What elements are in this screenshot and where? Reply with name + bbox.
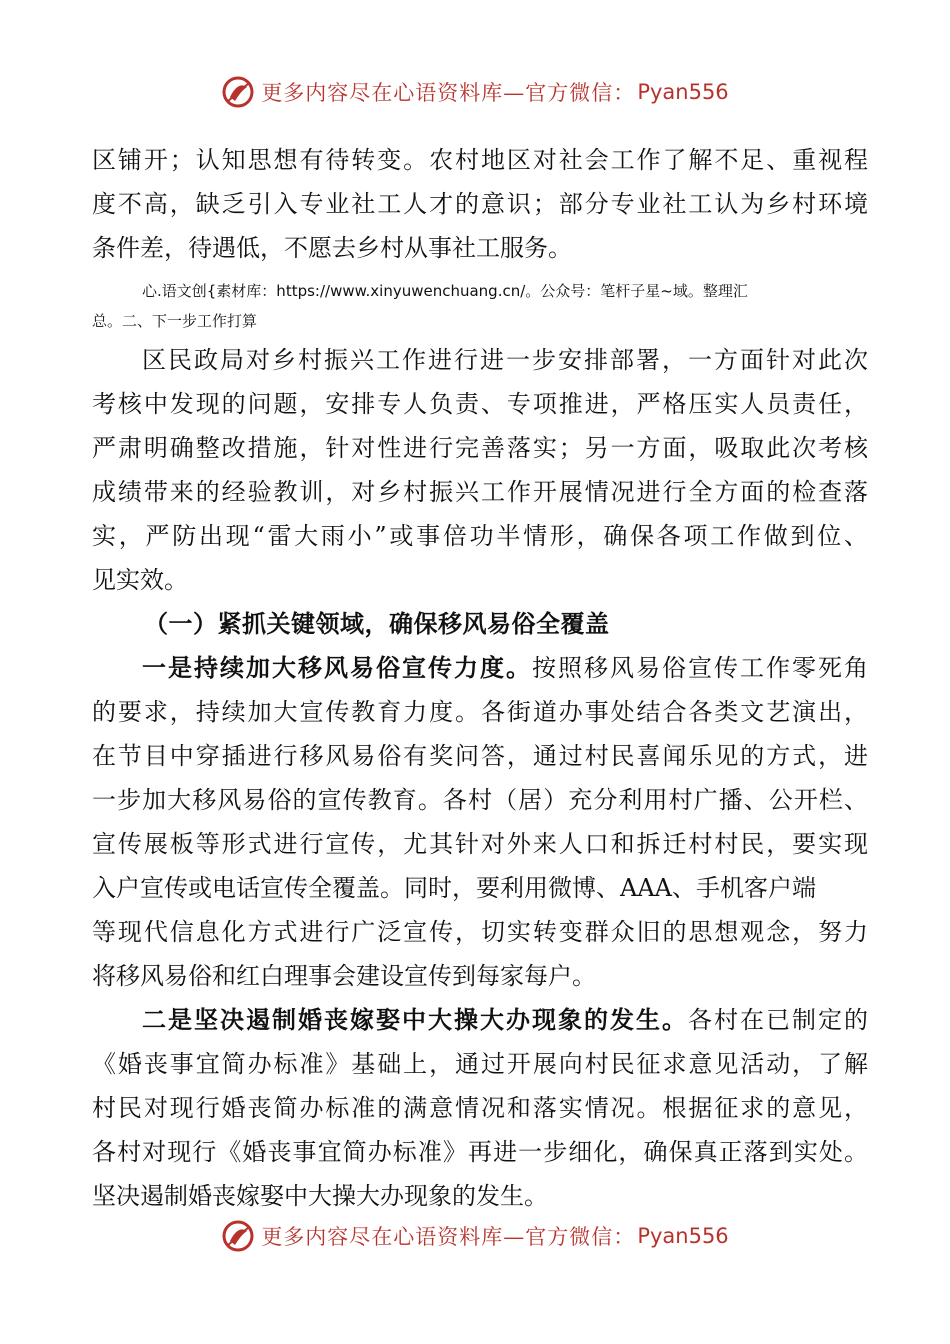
text-line: 坚决遏制婚丧嫁娶中大操大办现象的发生。 — [92, 1182, 548, 1210]
text-line: 的要求，持续加大宣传教育力度。各街道办事处结合各类文艺演出， — [92, 698, 868, 726]
text-line: 宣传展板等形式进行宣传，尤其针对外来人口和拆迁村村民，要实现 — [92, 830, 868, 858]
text-line: 在节目中穿插进行移风易俗有奖问答，通过村民喜闻乐见的方式，进 — [92, 742, 868, 770]
text-line: 各村对现行《婚丧事宜简办标准》再进一步细化，确保真正落到实处。 — [92, 1138, 868, 1166]
text-line: 入户宣传或电话宣传全覆盖。同时，要利用微博、AAA、手机客户端 — [92, 874, 816, 902]
text-line: 将移风易俗和红白理事会建设宣传到每家每户。 — [92, 962, 596, 990]
text-line: 一步加大移风易俗的宣传教育。各村（居）充分利用村广播、公开栏、 — [92, 786, 868, 814]
watermark-banner-bottom — [0, 1216, 950, 1256]
banner-wechat-id: Pyan556 — [637, 80, 729, 104]
seal-logo-icon — [221, 1219, 255, 1253]
text-line: 见实效。 — [92, 566, 188, 594]
text-line: 实，严防出现“雷大雨小”或事倍功半情形，确保各项工作做到位、 — [92, 522, 868, 550]
source-note: 心.语文创{素材库：https://www.xinyuwenchuang.cn/。公众号：笔杆子星~域。整理汇 — [142, 282, 748, 300]
text-line: 区民政局对乡村振兴工作进行进一步安排部署，一方面针对此次 — [142, 346, 868, 374]
banner-wechat-id: Pyan556 — [637, 1224, 729, 1248]
seal-logo-icon — [221, 75, 255, 109]
paragraph-lead: 一是持续加大移风易俗宣传力度。 — [142, 654, 532, 682]
text-line: 成绩带来的经验教训，对乡村振兴工作开展情况进行全方面的检查落 — [92, 478, 868, 506]
paragraph-text: 按照移风易俗宣传工作零死角 — [532, 654, 868, 682]
text-line: 等现代信息化方式进行广泛宣传，切实转变群众旧的思想观念，努力 — [92, 918, 868, 946]
text-line: 度不高，缺乏引入专业社工人才的意识；部分专业社工认为乡村环境 — [92, 190, 868, 218]
text-line: 严肃明确整改措施，针对性进行完善落实；另一方面，吸取此次考核 — [92, 434, 868, 462]
text-line — [92, 998, 868, 1042]
text-line: 《婚丧事宜简办标准》基础上，通过开展向村民征求意见活动，了解 — [92, 1050, 868, 1078]
text-line: 考核中发现的问题，安排专人负责、专项推进，严格压实人员责任， — [92, 390, 868, 418]
text-line: 条件差，待遇低，不愿去乡村从事社工服务。 — [92, 234, 572, 262]
banner-text: 更多内容尽在心语资料库—官方微信： — [261, 1225, 636, 1249]
paragraph-text: 各村在已制定的 — [688, 1006, 868, 1034]
paragraph-lead: 二是坚决遏制婚丧嫁娶中大操大办现象的发生。 — [142, 1006, 688, 1034]
text-line: 村民对现行婚丧简办标准的满意情况和落实情况。根据征求的意见， — [92, 1094, 868, 1122]
watermark-banner-top — [0, 72, 950, 112]
text-line: 区铺开；认知思想有待转变。农村地区对社会工作了解不足、重视程 — [92, 146, 868, 174]
document-body — [92, 138, 868, 1218]
text-line — [92, 646, 868, 690]
source-note: 总。二、下一步工作打算 — [92, 312, 258, 330]
section-heading: （一）紧抓关键领域，确保移风易俗全覆盖 — [144, 610, 610, 638]
banner-text: 更多内容尽在心语资料库—官方微信： — [261, 81, 636, 105]
